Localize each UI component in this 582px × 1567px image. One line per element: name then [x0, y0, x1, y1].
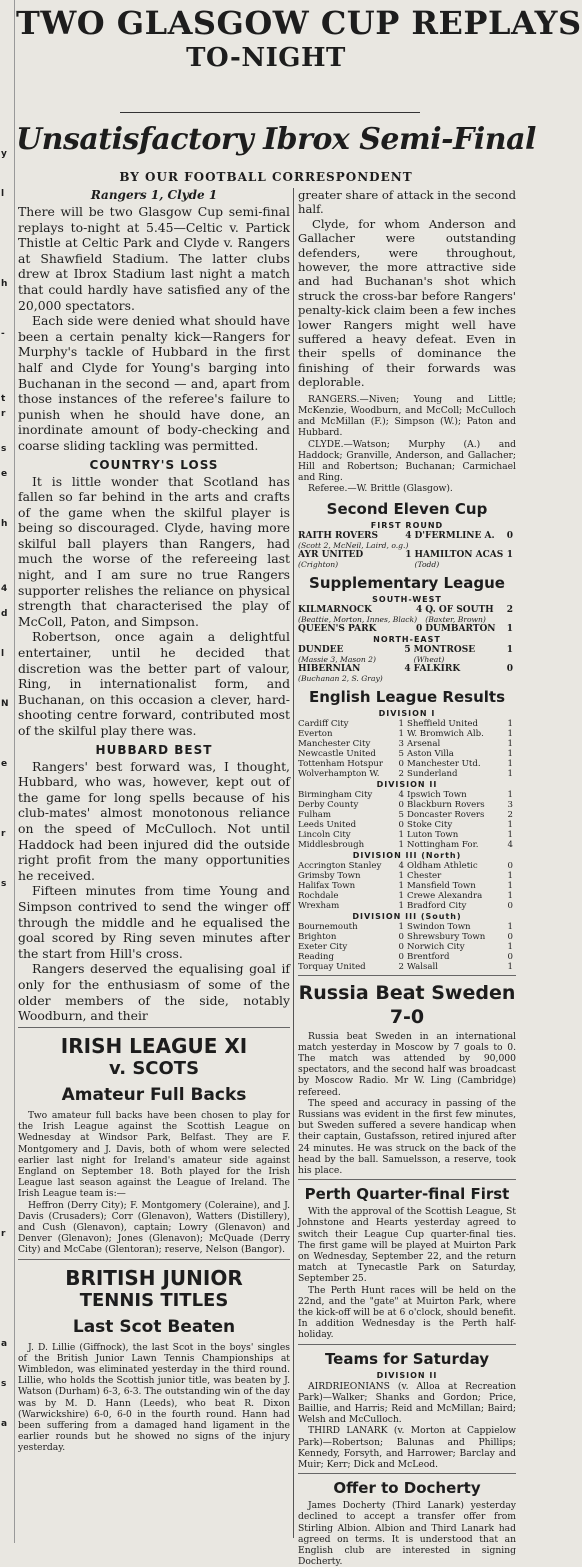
result-row — [298, 810, 516, 820]
story-paragraph: There will be two Glasgow Cup semi-final replays to-night at 5.45—Celtic v. Partick Thistle at Celtic Park and Clyde v. Rangers at Shawfield Stadium. The latter clubs drew at Ibrox Stadium last night a match that could hardly have satisfied any of the 20,000 spectators. — [18, 204, 290, 313]
home-team: Torquay United — [298, 961, 366, 972]
away-score: 1 — [507, 870, 513, 881]
away-team: Blackburn Rovers — [407, 799, 485, 810]
home-scorers: (Scott 2, McNeil, Laird, o.g.) — [298, 540, 409, 550]
home-score: 5 — [404, 644, 411, 655]
home-score: 1 — [398, 829, 404, 840]
away-score: 1 — [507, 829, 513, 840]
away-score: 1 — [507, 880, 513, 891]
story-subhead: HUBBARD BEST — [95, 742, 213, 757]
home-team: RAITH ROVERS — [298, 530, 378, 541]
home-team: Everton — [298, 728, 333, 739]
home-team: Bournemouth — [298, 921, 358, 932]
headline-line-1: TWO GLASGOW CUP REPLAYS — [16, 4, 582, 42]
division-table — [298, 719, 516, 779]
story-continuation: greater share of attack in the second half. — [298, 188, 516, 217]
russia-title: Russia Beat Sweden 7-0 — [298, 981, 516, 1028]
away-team: Stoke City — [407, 819, 453, 830]
home-score: 5 — [398, 748, 404, 759]
result-row — [298, 881, 516, 891]
gutter-fragment: s — [1, 879, 7, 889]
away-score: 1 — [507, 718, 513, 729]
russia-paragraph: The speed and accuracy in passing of the Russians was evident in the first few minutes, but Sweden suffered a severe handicap when their captain, Gustafsson, retired injured after 24 minutes. He was struck on the back of the head by the ball. Samuelsson, a reserve, took his place. — [298, 1097, 516, 1176]
away-team: Swindon Town — [407, 921, 471, 932]
away-scorers: (Wheat) — [413, 654, 445, 664]
away-team: Oldham Athletic — [407, 860, 478, 871]
result-row — [298, 749, 516, 759]
away-team: Aston Villa — [407, 748, 454, 759]
result-row — [298, 605, 516, 615]
home-score: 4 — [398, 860, 404, 871]
result-row — [298, 820, 516, 830]
subheadline: Unsatisfactory Ibrox Semi-Final — [16, 122, 536, 157]
division-table — [298, 922, 516, 972]
away-score: 0 — [507, 860, 513, 871]
byline: BY OUR FOOTBALL CORRESPONDENT — [119, 170, 413, 184]
section-rule — [298, 1473, 516, 1474]
gutter-fragment: d — [1, 609, 8, 619]
gutter-fragment: N — [1, 699, 9, 709]
home-score: 1 — [398, 890, 404, 901]
result-row — [298, 891, 516, 901]
home-team: Wrexham — [298, 900, 340, 911]
home-team: Accrington Stanley — [298, 860, 382, 871]
home-team: Tottenham Hotspur — [298, 758, 383, 769]
away-score: 0 — [507, 951, 513, 962]
away-team: Bradford City — [407, 900, 467, 911]
scorers-row — [298, 541, 516, 550]
home-team: Halifax Town — [298, 880, 356, 891]
section-rule — [298, 1344, 516, 1345]
tennis-subheadline: Last Scot Beaten — [72, 1316, 236, 1337]
home-team: QUEEN'S PARK — [298, 623, 377, 634]
story-paragraph: Rangers' best forward was, I thought, Hubbard, who was, however, kept out of the game for long spells because of his club-mates' almost monotonous reliance on the speed of McCulloch. Not until Haddock had been injured did the outside right profit from the many opportunities he received. — [18, 758, 290, 883]
home-score: 4 — [404, 663, 411, 674]
perth-paragraph: The Perth Hunt races will be held on the 22nd, and the "gate" at Muirton Park, where the kick-off will be at 6 o'clock, should benefit. In addition Wednesday is the Perth half-holiday. — [298, 1284, 516, 1341]
gutter-fragment: l — [1, 649, 5, 659]
home-score: 1 — [405, 549, 412, 560]
gutter-fragment: r — [1, 1229, 6, 1239]
team-line: AIRDRIEONIANS (v. Alloa at Recreation Park)—Walker; Shanks and Gordon; Price, Baillie, and Harris; Reid and McMillan; Baird; Welsh and McCulloch. — [298, 1380, 516, 1426]
home-score: 0 — [398, 799, 404, 810]
supplementary-title: Supplementary League — [309, 573, 505, 592]
result-row — [298, 932, 516, 942]
home-team: KILMARNOCK — [298, 604, 372, 615]
home-team: DUNDEE — [298, 644, 344, 655]
section-rule — [18, 1259, 290, 1260]
story-subhead: COUNTRY'S LOSS — [89, 457, 219, 472]
home-team: AYR UNITED — [298, 549, 364, 560]
irish-paragraph: Heffron (Derry City); F. Montgomery (Coleraine), and J. Davis (Crusaders); Corr (Glenavon), Watters (Distillery), and Cush (Glenavon), captain; Lowry (Glenavon) and Denver (Glenavon); Jones (Glenavon); McQuade (Derry City) and McCabe (Glentoran); reserve, Nelson (Bangor). — [18, 1199, 290, 1256]
division-table — [298, 790, 516, 850]
second-eleven-results — [298, 531, 516, 569]
result-row — [298, 550, 516, 560]
section-rule — [18, 1027, 290, 1028]
result-row — [298, 962, 516, 972]
result-row — [298, 790, 516, 800]
away-scorers — [414, 674, 516, 683]
team-line: RANGERS.—Niven; Young and Little; McKenzie, Woodburn, and McColl; McCulloch and McMillan (F.); Simpson (W.); Paton and Hubbard. — [298, 393, 516, 439]
home-team: Middlesbrough — [298, 839, 365, 850]
result-row — [298, 871, 516, 881]
home-team: HIBERNIAN — [298, 663, 361, 674]
home-team: Brighton — [298, 931, 337, 942]
away-score: 1 — [507, 738, 513, 749]
english-results-title: English League Results — [308, 687, 505, 706]
away-score: 4 — [507, 839, 513, 850]
region-label: SOUTH-WEST — [372, 594, 442, 604]
result-row — [298, 800, 516, 810]
russia-paragraph: Russia beat Sweden in an international match yesterday in Moscow by 7 goals to 0. The match was attended by 90,000 spectators, and the second half was broadcast by Moscow Radio. Mr W. Ling (Cambridge) refereed. — [298, 1030, 516, 1098]
home-score: 4 — [405, 530, 412, 541]
division-label: DIVISION III (North) — [352, 850, 462, 860]
away-score: 1 — [507, 921, 513, 932]
away-team: D'FERMLINE A. — [414, 530, 495, 541]
away-team: Brentford — [407, 951, 450, 962]
story-continuation: Clyde, for whom Anderson and Gallacher were outstanding defenders, were throughout, however, the more attractive side and had Buchanan's shot which struck the cross-bar before Rangers' penalty-kick claim been a few inches lower Rangers might well have suffered a heavy defeat. Even in their spells of dominance the finishing of their forwards was deplorable. — [298, 216, 516, 390]
round-label: FIRST ROUND — [370, 520, 444, 530]
supplementary-table — [298, 645, 516, 683]
team-line: CLYDE.—Watson; Murphy (A.) and Haddock; Granville, Anderson, and Gallacher; Hill and Robertson; Buchanan; Carmichael and Ring. — [298, 438, 516, 484]
result-row — [298, 664, 516, 674]
gutter-fragment: a — [1, 1339, 8, 1349]
home-team: Leeds United — [298, 819, 357, 830]
result-row — [298, 645, 516, 655]
division-label: DIVISION II — [376, 1370, 438, 1380]
home-score: 1 — [398, 839, 404, 850]
home-score: 1 — [398, 870, 404, 881]
home-score: 0 — [398, 758, 404, 769]
story-paragraph: Robertson, once again a delightful entertainer, until he decided that discretion was the better part of valour, Ring, in internationalist form, and Buchanan, on this occasion a clever, hard-shooting centre forward, contributed most of the skilful play there was. — [18, 629, 290, 738]
away-team: Ipswich Town — [407, 789, 467, 800]
away-team: Q. OF SOUTH — [425, 604, 494, 615]
perth-title: Perth Quarter-final First — [304, 1185, 510, 1204]
teams-saturday-title: Teams for Saturday — [324, 1349, 490, 1368]
story-paragraph: Rangers deserved the equalising goal if only for the enthusiasm of some of the older members of the side, notably Woodburn, and their — [18, 961, 290, 1024]
division-label: DIVISION III (South) — [352, 911, 462, 921]
away-score: 0 — [507, 931, 513, 942]
result-row — [298, 739, 516, 749]
away-team: Shrewsbury Town — [407, 931, 486, 942]
scorers-row — [298, 674, 516, 683]
gutter-fragment: y — [1, 149, 7, 159]
away-score: 1 — [506, 623, 513, 634]
away-team: FALKIRK — [413, 663, 461, 674]
result-row — [298, 719, 516, 729]
result-row — [298, 840, 516, 850]
docherty-title: Offer to Docherty — [333, 1479, 481, 1498]
division-table — [298, 861, 516, 911]
gutter-fragment: 4 — [1, 584, 8, 594]
away-score: 1 — [507, 819, 513, 830]
away-team: Norwich City — [407, 941, 465, 952]
away-score: 1 — [507, 961, 513, 972]
home-score: 3 — [398, 738, 404, 749]
left-lower-stories — [18, 1024, 290, 1454]
home-score: 1 — [398, 880, 404, 891]
home-team: Lincoln City — [298, 829, 351, 840]
home-score: 0 — [415, 623, 423, 634]
away-team: Nottingham For. — [407, 839, 479, 850]
home-team: Reading — [298, 951, 334, 962]
division-label: DIVISION II — [376, 779, 438, 789]
away-score: 0 — [506, 530, 513, 541]
result-row — [298, 830, 516, 840]
home-score: 5 — [398, 809, 404, 820]
referee-line: Referee.—W. Brittle (Glasgow). — [308, 483, 453, 495]
irish-headline-2: v. SCOTS — [108, 1058, 200, 1079]
team-line: THIRD LANARK (v. Morton at Cappielow Park)—Robertson; Balunas and Phillips; Kennedy, Forsyth, and Harrower; Barclay and Muir; Kerr; Dick and McLeod. — [298, 1425, 516, 1471]
gutter-fragment: h — [1, 519, 8, 529]
away-team: Sheffield United — [407, 718, 478, 729]
home-score: 1 — [398, 728, 404, 739]
story-paragraph: Fifteen minutes from time Young and Simpson contrived to send the winger off through the middle and he equalised the goal scored by Ring seven minutes after the start from Hill's cross. — [18, 883, 290, 961]
match-result: Rangers 1, Clyde 1 — [90, 188, 218, 202]
gutter-fragment: r — [1, 829, 6, 839]
home-score: 0 — [398, 819, 404, 830]
result-row — [298, 901, 516, 911]
home-scorers: (Massie 3, Mason 2) — [298, 654, 376, 664]
irish-subheadline: Amateur Full Backs — [61, 1085, 247, 1105]
result-row — [298, 922, 516, 932]
away-team: Arsenal — [407, 738, 441, 749]
home-score: 1 — [398, 718, 404, 729]
gutter-fragment: - — [1, 329, 5, 339]
tennis-paragraph: J. D. Lillie (Giffnock), the last Scot in the boys' singles of the British Junior Lawn Tennis Championships at Wimbledon, was eliminated yesterday in the third round. Lillie, who holds the Scottish junior title, was beaten by J. Watson (Durham) 6-3, 6-3. The outstanding win of the day was by M. D. Hann (Leeds), who beat R. Dixon (Warwickshire) 6-0, 6-0 in the fourth round. Hann had been suffering from a damaged hand ligament in the earlier rounds but he showed no signs of the injury yesterday. — [18, 1341, 290, 1454]
home-score: 4 — [415, 604, 423, 615]
away-team: W. Bromwich Alb. — [407, 728, 484, 739]
home-scorers: (Buchanan 2, S. Gray) — [298, 673, 383, 683]
away-score: 3 — [507, 799, 513, 810]
away-team: DUMBARTON — [425, 623, 496, 634]
gutter-fragment: r — [1, 409, 6, 419]
away-score: 1 — [507, 728, 513, 739]
away-score: 1 — [507, 768, 513, 779]
region-label: NORTH-EAST — [373, 634, 441, 644]
gutter-fragment: s — [1, 1379, 7, 1389]
away-team: Mansfield Town — [407, 880, 476, 891]
away-score: 1 — [506, 549, 513, 560]
away-team: Sunderland — [407, 768, 458, 779]
home-team: Cardiff City — [298, 718, 349, 729]
away-score: 1 — [507, 890, 513, 901]
scorers-row — [298, 560, 516, 569]
home-score: 1 — [398, 900, 404, 911]
home-team: Exeter City — [298, 941, 348, 952]
home-team: Derby County — [298, 799, 359, 810]
home-team: Grimsby Town — [298, 870, 361, 881]
home-score: 0 — [398, 931, 404, 942]
away-score: 2 — [506, 604, 513, 615]
result-row — [298, 769, 516, 779]
scorers-row — [298, 655, 516, 664]
section-rule — [298, 975, 516, 976]
home-score: 2 — [398, 961, 404, 972]
gutter-fragment: t — [1, 394, 6, 404]
away-score: 1 — [507, 758, 513, 769]
home-team: Wolverhampton W. — [298, 768, 380, 779]
main-headline — [16, 4, 582, 74]
adjacent-column-edge — [0, 0, 15, 1543]
scorers-row — [298, 615, 516, 624]
away-team: Manchester Utd. — [407, 758, 481, 769]
result-row — [298, 759, 516, 769]
result-row — [298, 531, 516, 541]
english-results — [298, 709, 516, 972]
story-paragraph: It is little wonder that Scotland has fallen so far behind in the arts and crafts of the game when the skilful player is being so discouraged. Clyde, having more skilful ball players than Rangers, had much the worse of the refereeing last night, and I am sure no true Rangers supporter relishes the reliance on physical strength that characterised the play of McColl, Paton, and Simpson. — [18, 473, 290, 629]
result-row — [298, 952, 516, 962]
gutter-fragment: s — [1, 444, 7, 454]
tennis-headline-2: TENNIS TITLES — [79, 1289, 229, 1311]
away-score: 1 — [507, 941, 513, 952]
away-team: Luton Town — [407, 829, 459, 840]
home-score: 0 — [398, 941, 404, 952]
section-rule — [298, 1179, 516, 1180]
headline-line-2: TO-NIGHT — [186, 43, 346, 73]
away-score: 0 — [507, 900, 513, 911]
perth-paragraph: With the approval of the Scottish League, St Johnstone and Hearts yesterday agreed to switch their League Cup quarter-final ties. The first game will be played at Muirton Park on Wednesday, September 22, and the return match at Tynecastle Park on Saturday, September 25. — [298, 1206, 516, 1285]
gutter-fragment: e — [1, 759, 8, 769]
supplementary-table — [298, 605, 516, 634]
tennis-headline-1: BRITISH JUNIOR — [65, 1265, 243, 1290]
home-score: 0 — [398, 951, 404, 962]
home-scorers: (Crighton) — [298, 559, 339, 569]
away-score: 2 — [507, 809, 513, 820]
irish-headline-1: IRISH LEAGUE XI — [60, 1034, 248, 1058]
away-team: Chester — [407, 870, 442, 881]
away-score: 1 — [507, 748, 513, 759]
away-team: HAMILTON ACAS — [414, 549, 504, 560]
away-scorers — [415, 541, 517, 550]
division-label: DIVISION I — [378, 708, 436, 718]
away-score: 1 — [506, 644, 513, 655]
away-scorers: (Todd) — [414, 559, 440, 569]
column-divider — [293, 188, 294, 1538]
gutter-fragment: h — [1, 279, 8, 289]
away-score: 1 — [507, 789, 513, 800]
second-eleven-title: Second Eleven Cup — [326, 499, 488, 518]
result-row — [298, 729, 516, 739]
away-team: Doncaster Rovers — [407, 809, 485, 820]
gutter-fragment: e — [1, 469, 8, 479]
supplementary-results — [298, 595, 516, 683]
result-row — [298, 861, 516, 871]
home-team: Manchester City — [298, 738, 371, 749]
headline-rule — [120, 112, 420, 113]
home-scorers: (Beattie, Morton, Innes, Black) — [298, 614, 418, 624]
away-scorers: (Baxter, Brown) — [425, 614, 486, 624]
home-team: Fulham — [298, 809, 332, 820]
away-score: 0 — [506, 663, 513, 674]
docherty-paragraph: James Docherty (Third Lanark) yesterday declined to accept a transfer offer from Stirling Albion. Albion and Third Lanark had agreed on terms. It is understood that an English club are interested in signing Docherty. — [298, 1500, 516, 1567]
home-score: 1 — [398, 921, 404, 932]
home-team: Rochdale — [298, 890, 339, 901]
result-row — [298, 942, 516, 952]
away-team: Crewe Alexandra — [407, 890, 483, 901]
result-row — [298, 624, 516, 634]
main-story — [18, 188, 290, 1024]
gutter-fragment: a — [1, 1419, 8, 1429]
home-team: Birmingham City — [298, 789, 373, 800]
away-team: MONTROSE — [413, 644, 476, 655]
irish-paragraph: Two amateur full backs have been chosen to play for the Irish League against the Scottish League on Wednesday at Windsor Park, Belfast. They are F. Montgomery and J. Davis, both of whom were selected earlier last night for Ireland's amateur side against England on September 18. Both played for the Irish League last season against the League of Ireland. The Irish League team is:— — [18, 1110, 290, 1200]
home-score: 4 — [398, 789, 404, 800]
right-column — [298, 188, 516, 1567]
gutter-fragment: l — [1, 189, 5, 199]
home-team: Newcastle United — [298, 748, 376, 759]
home-score: 2 — [398, 768, 404, 779]
away-team: Walsall — [407, 961, 438, 972]
story-paragraph: Each side were denied what should have been a certain penalty kick—Rangers for Murphy's tackle of Hubbard in the first half and Clyde for Young's barging into Buchanan in the second — and, apart from those instances of the referee's failure to punish when he should have done, an inordinate amount of body-checking and coarse sliding tackling was permitted. — [18, 313, 290, 453]
